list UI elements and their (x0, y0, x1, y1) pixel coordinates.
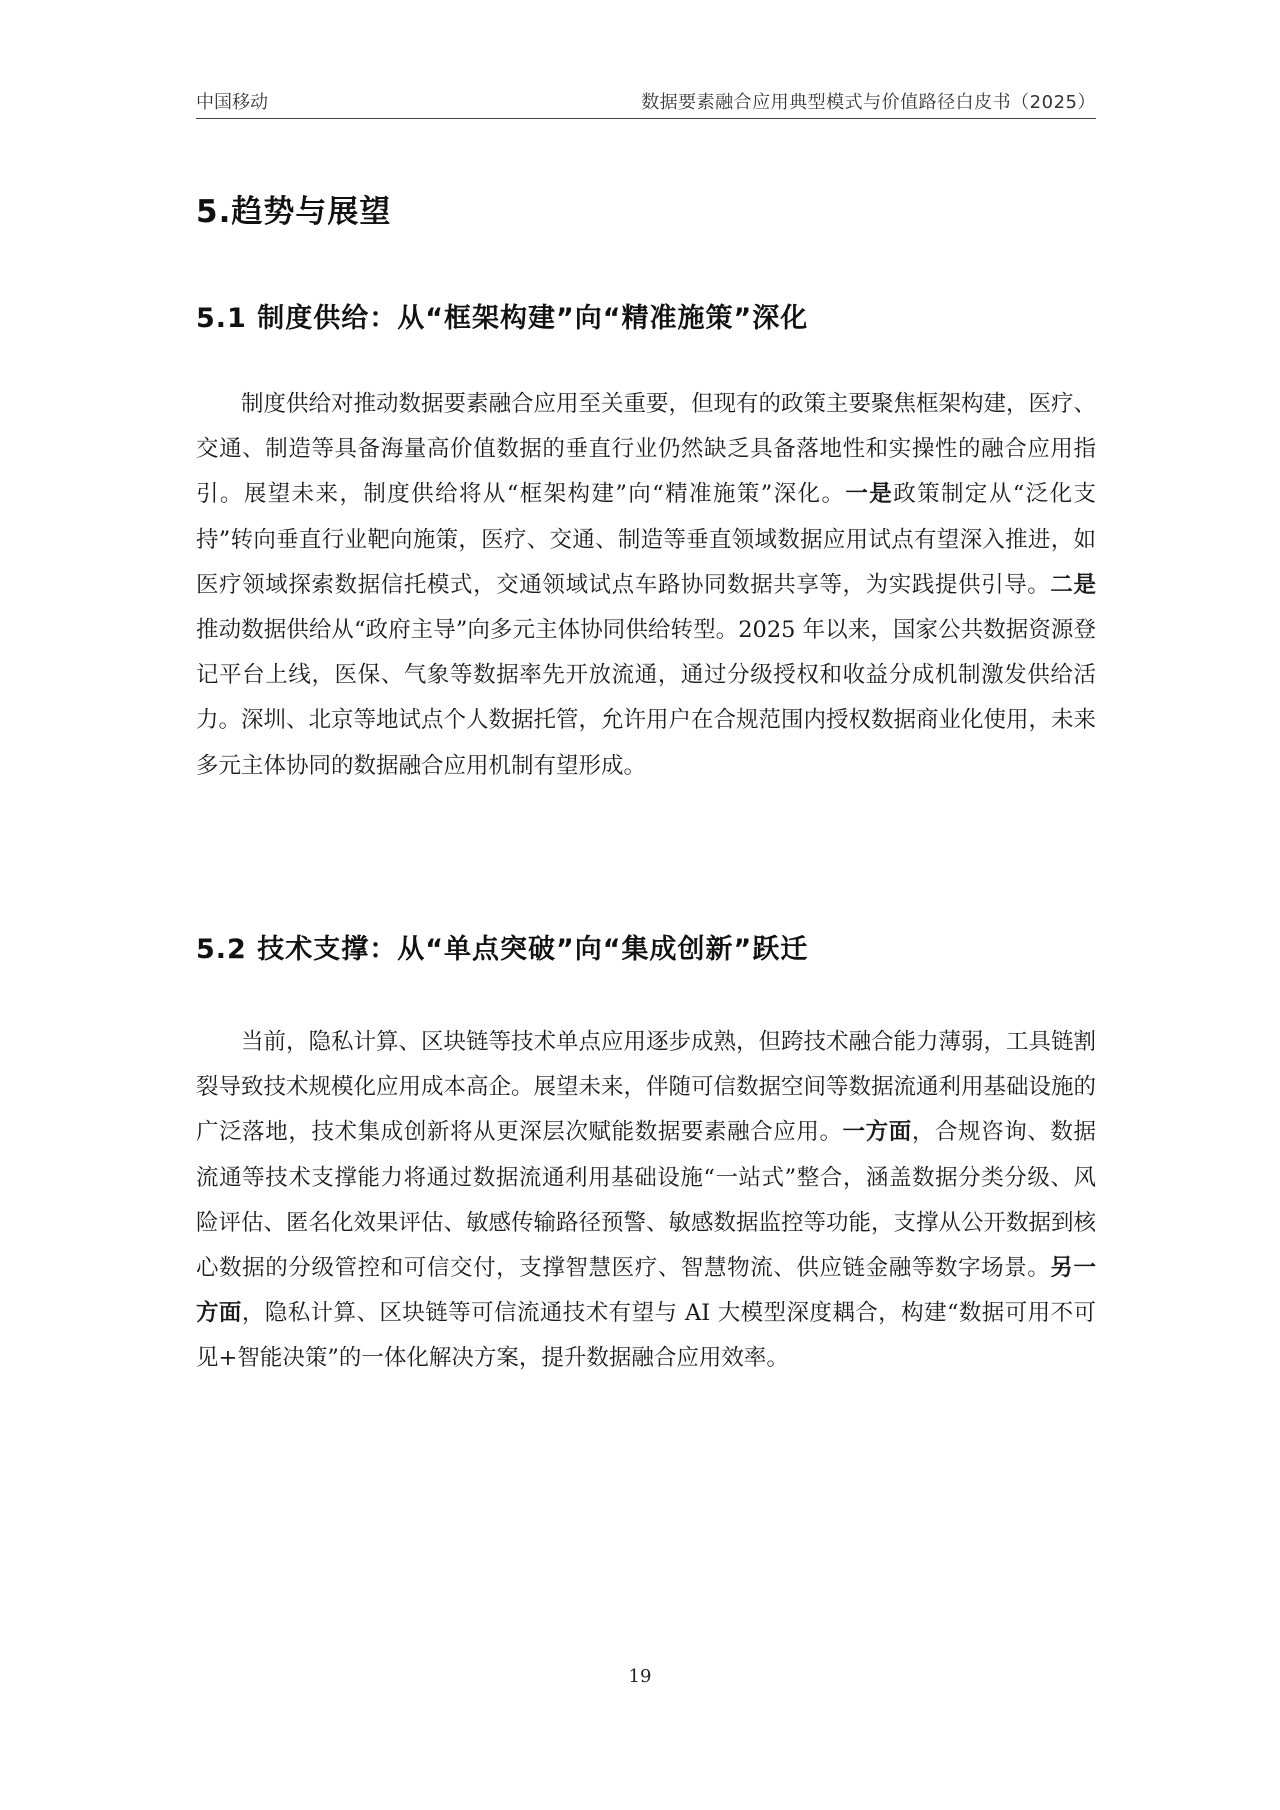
page-number: 19 (628, 1666, 652, 1687)
point-text-first: 政策制定从“泛化支持”转向垂直行业靶向施策，医疗、交通、制造等垂直领域数据应用试点有望深入推进，如医疗领域探索数据信托模式，交通领域试点车路协同数据共享等，为实践提供引导。 (196, 481, 1096, 598)
section-5-1-paragraph (196, 382, 1096, 789)
point-label-second: 二是 (1050, 571, 1096, 598)
header-document-title: 数据要素融合应用典型模式与价值路径白皮书（2025） (641, 92, 1096, 113)
point-text-one-side: ，合规咨询、数据流通等技术支撑能力将通过数据流通利用基础设施“一站式”整合，涵盖数据分类分级、风险评估、匿名化效果评估、敏感传输路径预警、敏感数据监控等功能，支撑从公开数据到核心数据的分级管控和可信交付，支撑智慧医疗、智慧物流、供应链金融等数字场景。 (196, 1119, 1097, 1282)
header-divider (196, 118, 1096, 119)
chapter-title: 5.趋势与展望 (196, 194, 392, 230)
section-title-5-2: 5.2 技术支撑：从“单点突破”向“集成创新”跃迁 (196, 934, 809, 965)
section-title-5-1: 5.1 制度供给：从“框架构建”向“精准施策”深化 (196, 303, 809, 334)
point-label-first: 一是 (845, 481, 894, 508)
page-header (196, 88, 1096, 118)
point-label-other-side: 另一方面 (196, 1255, 1096, 1327)
header-organization: 中国移动 (196, 92, 268, 113)
section-5-2-intro: 当前，隐私计算、区块链等技术单点应用逐步成熟，但跨技术融合能力薄弱，工具链割裂导致技术规模化应用成本高企。展望未来，伴随可信数据空间等数据流通利用基础设施的广泛落地，技术集成创新将从更深层次赋能数据要素融合应用。 (196, 1029, 1097, 1146)
point-label-one-side: 一方面 (842, 1119, 912, 1146)
point-text-second: 推动数据供给从“政府主导”向多元主体协同供给转型。2025 年以来，国家公共数据资源登记平台上线，医保、气象等数据率先开放流通，通过分级授权和收益分成机制激发供给活力。深圳、北京等地试点个人数据托管，允许用户在合规范围内授权数据商业化使用，未来多元主体协同的数据融合应用机制有望形成。 (196, 617, 1097, 779)
section-5-1-intro: 制度供给对推动数据要素融合应用至关重要，但现有的政策主要聚焦框架构建，医疗、交通、制造等具备海量高价值数据的垂直行业仍然缺乏具备落地性和实操性的融合应用指引。展望未来，制度供给将从“框架构建”向“精准施策”深化。 (196, 391, 1097, 508)
section-5-2-paragraph (196, 1020, 1096, 1382)
point-text-other-side: ，隐私计算、区块链等可信流通技术有望与 AI 大模型深度耦合，构建“数据可用不可见+智能决策”的一体化解决方案，提升数据融合应用效率。 (196, 1300, 1096, 1372)
